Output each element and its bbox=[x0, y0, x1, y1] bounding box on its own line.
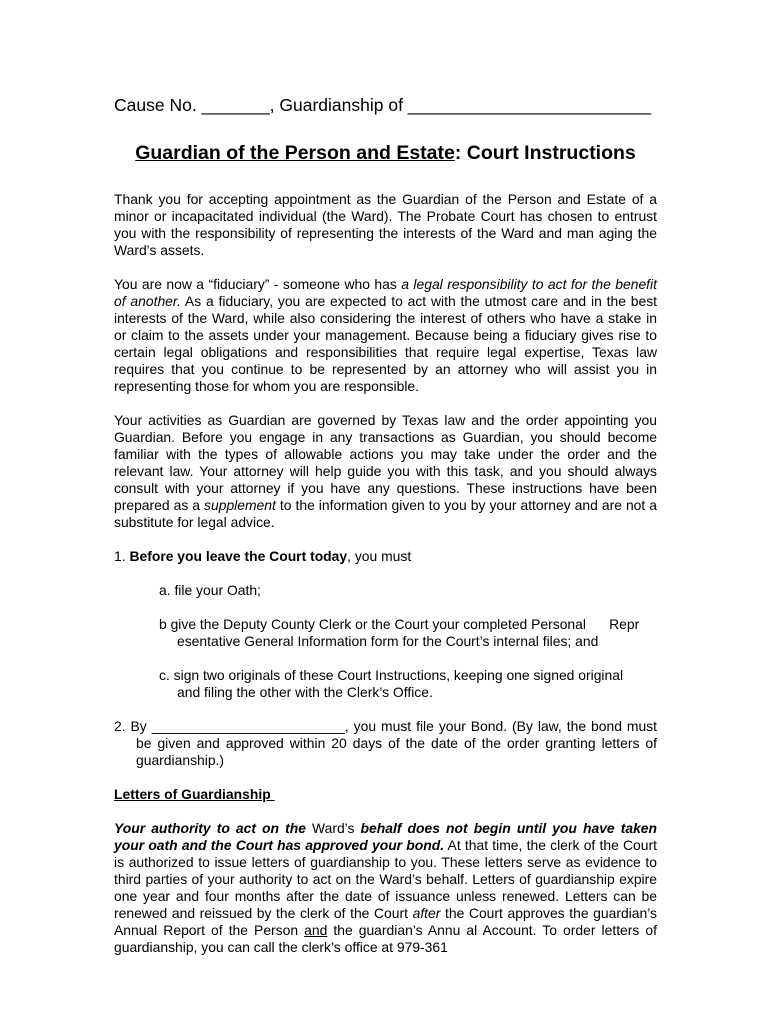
activities-paragraph bbox=[114, 412, 657, 531]
item-1-number: 1. bbox=[114, 548, 130, 564]
letters-bold-italic-1: Your authority to act on the bbox=[114, 820, 306, 836]
item-1c bbox=[114, 667, 657, 701]
after-word: after bbox=[412, 905, 441, 921]
title-rest: : Court Instructions bbox=[454, 142, 636, 164]
item-1b-line2: esentative General Information form for the Court’s internal files; and bbox=[177, 633, 599, 649]
fiduciary-text-c: As a fiduciary, you are expected to act with the utmost care and in the best interests of the Ward, while also considering the interest of others who have a stake in or claim to the assets under your management. Because being a fiduciary gives rise to certain legal obligations and responsibilities that require legal expertise, Texas law requires that you continue to be represented by an attorney who will assist you in representing those for whom you are responsible. bbox=[114, 293, 658, 394]
letters-heading: Letters of Guardianship bbox=[114, 786, 275, 802]
and-word: and bbox=[304, 922, 328, 938]
item-1 bbox=[114, 548, 657, 565]
item-1b-line1: b give the Deputy County Clerk or the Court your completed Personal Repr bbox=[159, 616, 640, 632]
fiduciary-definition: a legal responsibility to act for the benefit of another. bbox=[114, 276, 657, 309]
item-1a: a. file your Oath; bbox=[159, 582, 261, 598]
letters-bold-italic-2: behalf does not begin until you have taken your oath and the Court has approved your bond. bbox=[114, 820, 658, 853]
document-title bbox=[114, 140, 657, 166]
cause-line: Cause No. _______, Guardianship of _________________________ bbox=[114, 95, 652, 115]
title-underlined-part: Guardian of the Person and Estate bbox=[135, 142, 455, 164]
document-page bbox=[114, 94, 657, 956]
item-1c-line2: and filing the other with the Clerk’s Office. bbox=[177, 684, 433, 700]
item-1b bbox=[114, 616, 657, 650]
supplement-word: supplement bbox=[204, 497, 276, 513]
fiduciary-paragraph bbox=[114, 276, 657, 395]
letters-paragraph bbox=[114, 820, 657, 956]
activities-text-a: Your activities as Guardian are governed by Texas law and the order appointing you Guardian. Before you engage in any transactions as Guardian, you should become familiar with the types of allowable actions you may take under the order and the relevant law. Your attorney will help guide you with this task, and you should always consult with your attorney if you have any questions. These instructions have been prepared as a bbox=[114, 412, 657, 513]
letters-text-3: the Court approves the guardian’s Annual Report of the Person bbox=[114, 905, 657, 938]
fiduciary-text-a: You are now a “fiduciary” - someone who has bbox=[114, 276, 402, 292]
intro-paragraph: Thank you for accepting appointment as the Guardian of the Person and Estate of a minor or incapacitated individual (the Ward). The Probate Court has chosen to entrust you with the responsibility of representing the interests of the Ward and man aging the Ward’s assets. bbox=[114, 191, 657, 258]
activities-text-c: to the information given to you by your attorney and are not a substitute for legal advice. bbox=[114, 497, 658, 530]
item-1-bold: Before you leave the Court today bbox=[129, 548, 348, 564]
letters-text-4: the guardian’s Annu al Account. To order letters of guardianship, you can call the clerk’s office at 979-361 bbox=[114, 922, 657, 955]
item-1c-line1: c. sign two originals of these Court Instructions, keeping one signed original bbox=[159, 667, 624, 683]
item-2: 2. By _________________________, you must file your Bond. (By law, the bond must be given and approved within 20 days of the date of the order granting letters of guardianship.) bbox=[114, 718, 657, 768]
letters-text-2: At that time, the clerk of the Court is authorized to issue letters of guardianship to you. These letters serve as evidence to third parties of your authority to act on the Ward’s behalf. Letters of guardianship expire one year and four months after the date of issuance unless renewed. Letters can be renewed and reissued by the clerk of the Court bbox=[114, 837, 657, 921]
item-1-rest: , you must bbox=[347, 548, 412, 564]
letters-text-1: Ward’s bbox=[305, 820, 361, 836]
